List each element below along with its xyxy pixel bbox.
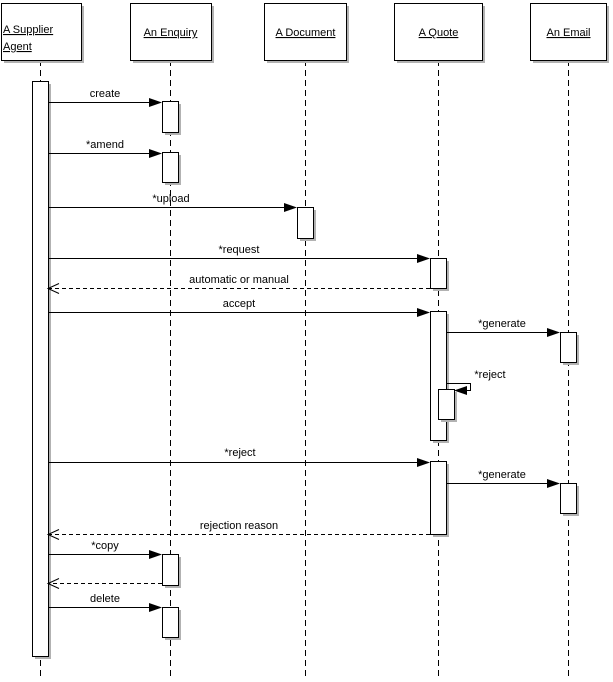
message-request [48, 244, 430, 263]
message-label: *generate [478, 318, 526, 330]
actor-head-a-document [265, 4, 350, 64]
message-rejection-reason [48, 520, 430, 540]
message-label: *request [218, 244, 260, 256]
message-label: create [89, 88, 121, 100]
message-generate-2 [447, 469, 560, 488]
sync-arrowhead-icon [417, 254, 430, 263]
message-label: *generate [478, 469, 526, 481]
activation-quote-self-reject [439, 390, 458, 423]
message-copy [48, 540, 162, 559]
actor-label: A Document [275, 27, 336, 39]
actor-label: An Enquiry [143, 27, 198, 39]
message-label: automatic or manual [189, 274, 289, 286]
message-label: *reject [474, 369, 506, 381]
sync-arrowhead-icon [149, 550, 162, 559]
sync-arrowhead-icon [149, 98, 162, 107]
message-upload [48, 193, 297, 212]
sync-arrowhead-icon [284, 203, 297, 212]
activation-bar [298, 208, 314, 239]
message-create [48, 88, 162, 107]
sync-arrowhead-icon [417, 458, 430, 467]
sync-arrowhead-icon [417, 308, 430, 317]
activation-quote-reject [431, 462, 450, 538]
activation-enquiry-delete [163, 608, 182, 641]
message-label: delete [90, 593, 120, 605]
activation-quote-request [431, 259, 450, 292]
message-label: rejection reason [199, 520, 279, 532]
activation-document-upload [298, 208, 317, 242]
message-label: *reject [224, 447, 256, 459]
activation-bar [33, 82, 49, 657]
sync-arrowhead-icon [547, 479, 560, 488]
activation-email-generate-2 [561, 484, 580, 517]
message-label: accept [222, 298, 256, 310]
activation-bar [163, 102, 179, 133]
actor-label: Agent [3, 41, 32, 53]
message-label: *upload [152, 193, 190, 205]
message-self-reject [447, 369, 506, 395]
message-copy-return [48, 579, 162, 589]
activation-bar [163, 153, 179, 183]
activation-bar [561, 333, 577, 363]
actor-label: A Supplier [3, 24, 54, 36]
message-accept [48, 298, 430, 317]
sync-arrowhead-icon [149, 149, 162, 158]
actor-head-a-quote [395, 4, 486, 64]
activation-supplier-agent [33, 82, 52, 660]
activation-bar [163, 608, 179, 638]
actor-head-supplier-agent [2, 4, 85, 64]
activation-bar [561, 484, 577, 514]
actor-head-an-enquiry [131, 4, 215, 64]
activation-bar [439, 390, 455, 420]
sync-arrowhead-icon [547, 328, 560, 337]
message-amend [48, 139, 162, 158]
activation-quote-accept [431, 312, 450, 444]
message-generate-1 [447, 318, 560, 337]
activation-enquiry-create [163, 102, 182, 136]
message-delete [48, 593, 162, 612]
message-reject [48, 447, 430, 467]
actor-head-an-email [531, 4, 610, 64]
message-label: *amend [86, 139, 124, 151]
message-automatic-or-manual [48, 274, 430, 294]
activation-bar [163, 555, 179, 586]
message-label: *copy [91, 540, 119, 552]
activation-bar [431, 259, 447, 289]
activation-bar [431, 462, 447, 535]
sync-arrowhead-icon [149, 603, 162, 612]
actor-label: A Quote [418, 27, 459, 39]
activation-enquiry-amend [163, 153, 182, 186]
actor-label: An Email [546, 27, 591, 39]
activation-email-generate-1 [561, 333, 580, 366]
activation-enquiry-copy [163, 555, 182, 589]
